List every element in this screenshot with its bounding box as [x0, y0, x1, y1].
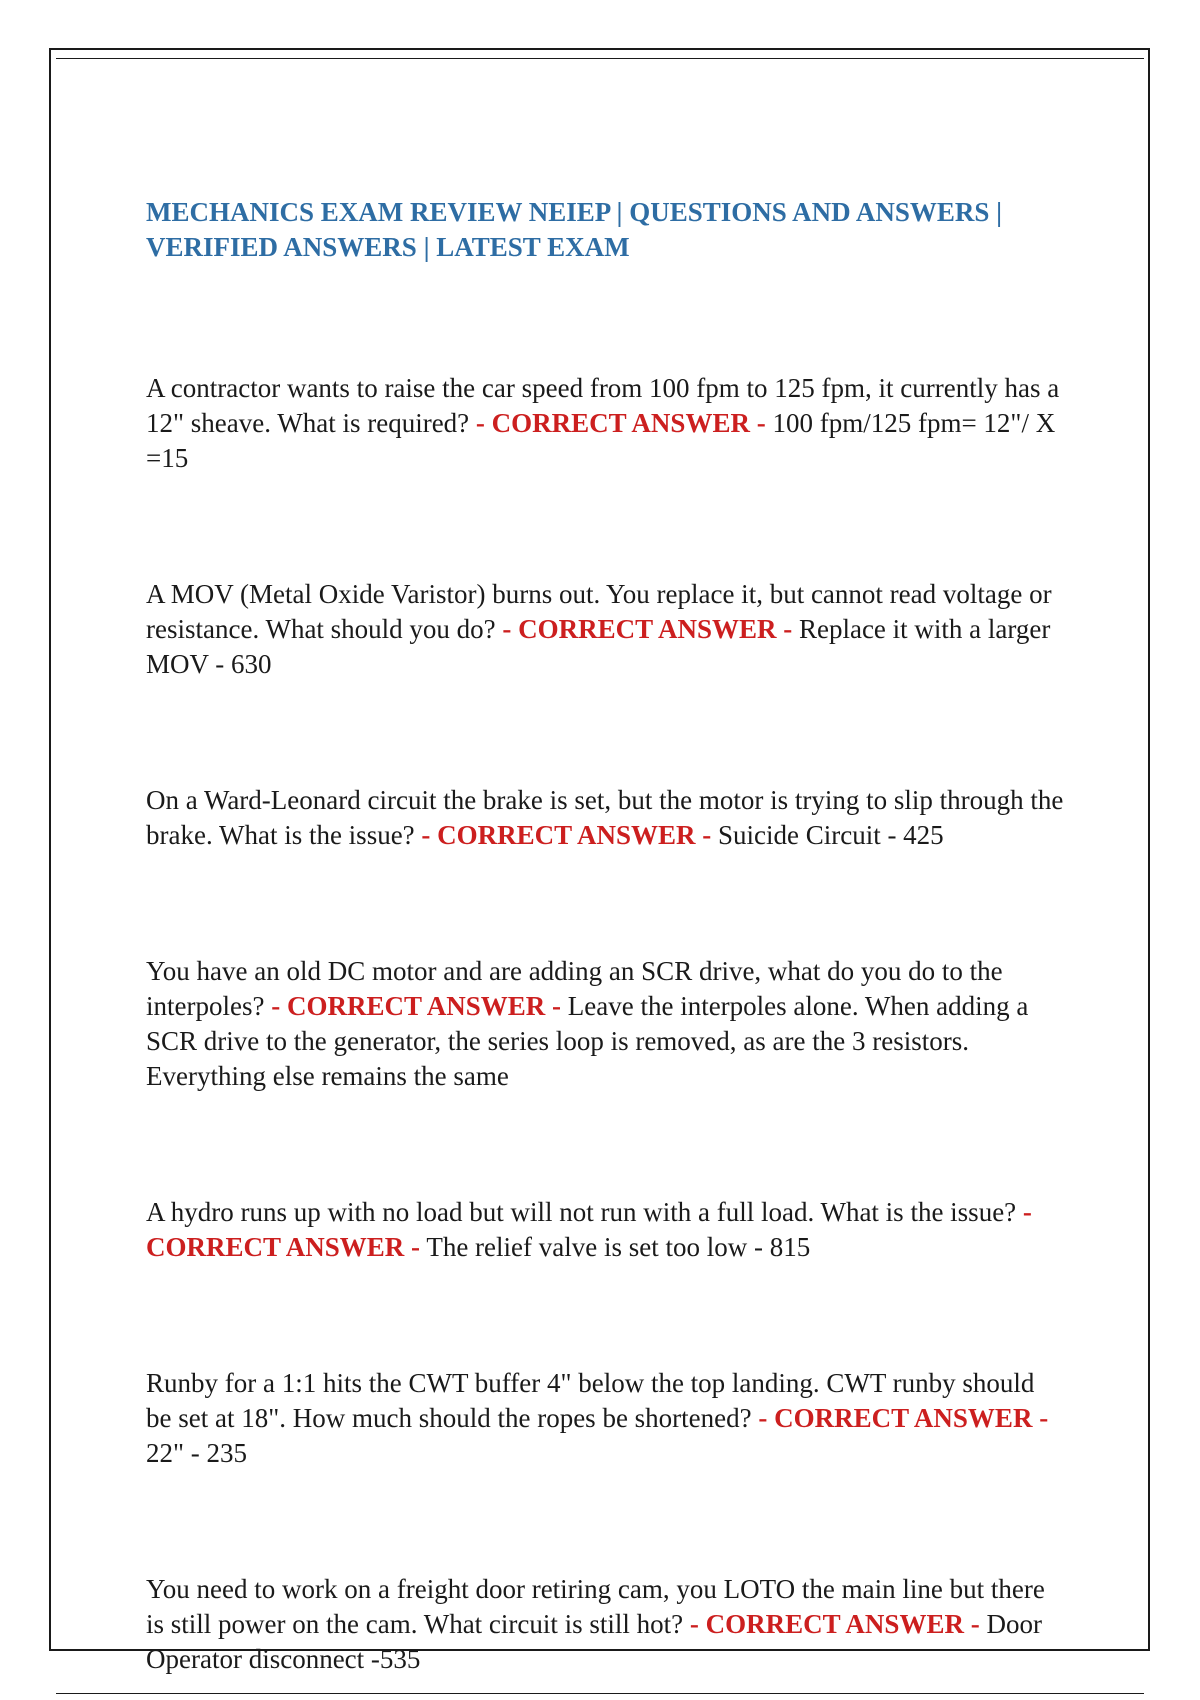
correct-answer-label: - CORRECT ANSWER -: [689, 1609, 980, 1639]
document-content: [146, 195, 1066, 1677]
correct-answer-label: - CORRECT ANSWER -: [502, 614, 793, 644]
answer-text: The relief valve is set too low - 815: [426, 1232, 811, 1262]
question-text: On a Ward-Leonard circuit the brake is set, but the motor is trying to slip through the brake. What is the issue?: [146, 785, 1064, 850]
answer-text: Leave the interpoles alone. When adding a SCR drive to the generator, the series loop is removed, as are the 3 resistors. Everything else remains the same: [146, 991, 1029, 1091]
answer-text: Suicide Circuit - 425: [717, 820, 944, 850]
qa-item: [146, 954, 1066, 1094]
correct-answer-label: - CORRECT ANSWER -: [421, 820, 712, 850]
qa-item: [146, 1366, 1066, 1471]
correct-answer-label: - CORRECT ANSWER -: [758, 1403, 1049, 1433]
document-title: MECHANICS EXAM REVIEW NEIEP | QUESTIONS AND ANSWERS | VERIFIED ANSWERS | LATEST EXAM: [146, 197, 1003, 262]
qa-item: [146, 783, 1066, 853]
answer-text: Door Operator disconnect -535: [146, 1609, 1042, 1674]
question-text: You have an old DC motor and are adding an SCR drive, what do you do to the interpoles?: [146, 956, 1003, 1021]
answer-text: 22" - 235: [146, 1438, 248, 1468]
qa-item: [146, 1195, 1066, 1265]
answer-text: Replace it with a larger MOV - 630: [146, 614, 1051, 679]
qa-item: [146, 577, 1066, 682]
qa-item: [146, 1572, 1066, 1677]
question-text: A contractor wants to raise the car speed from 100 fpm to 125 fpm, it currently has a 12" sheave. What is required?: [146, 373, 1060, 438]
question-text: Runby for a 1:1 hits the CWT buffer 4" below the top landing. CWT runby should be set at 18". How much should the ropes be shortened?: [146, 1368, 1035, 1433]
correct-answer-label: - CORRECT ANSWER -: [475, 408, 766, 438]
question-text: You need to work on a freight door retiring cam, you LOTO the main line but there is still power on the cam. What circuit is still hot?: [146, 1574, 1045, 1639]
question-text: A hydro runs up with no load but will not run with a full load. What is the issue?: [146, 1197, 1017, 1227]
correct-answer-label: - CORRECT ANSWER -: [271, 991, 562, 1021]
qa-item: [146, 371, 1066, 476]
qa-list: [146, 371, 1066, 1677]
bottom-rule: [56, 1693, 1144, 1694]
answer-text: 100 fpm/125 fpm= 12"/ X =15: [146, 408, 1056, 473]
correct-answer-label: - CORRECT ANSWER -: [146, 1197, 1032, 1262]
top-rule: [56, 58, 1144, 59]
question-text: A MOV (Metal Oxide Varistor) burns out. You replace it, but cannot read voltage or resistance. What should you do?: [146, 579, 1052, 644]
